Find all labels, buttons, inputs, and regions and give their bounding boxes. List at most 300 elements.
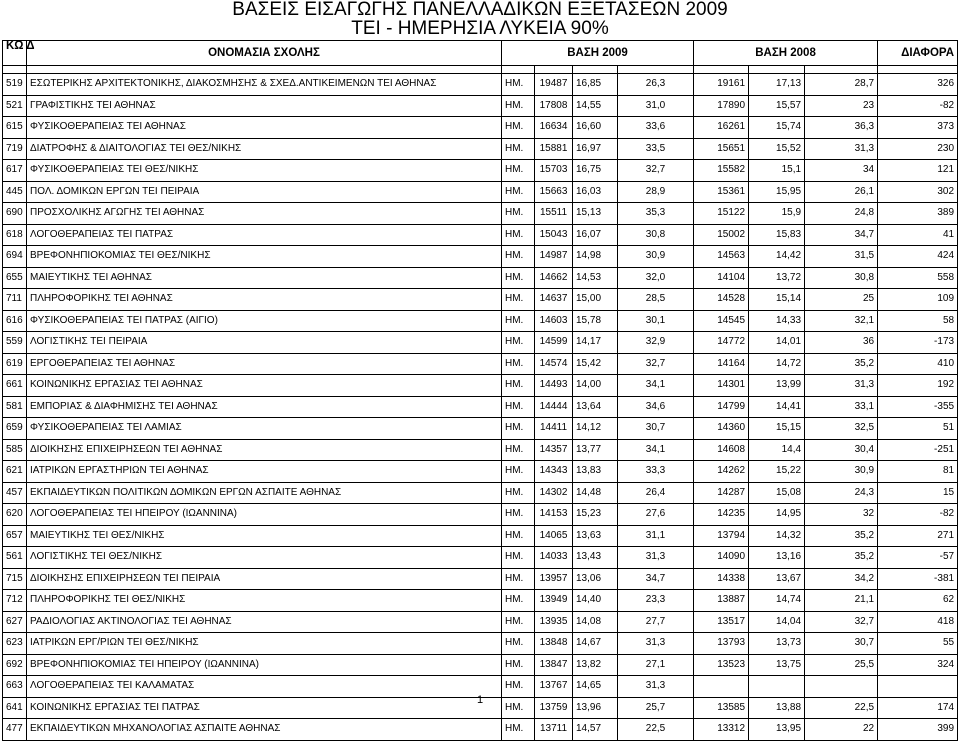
cell-type: ΗΜ.: [502, 95, 535, 117]
cell-school: ΚΟΙΝΩΝΙΚΗΣ ΕΡΓΑΣΙΑΣ ΤΕΙ ΑΘΗΝΑΣ: [27, 375, 502, 397]
cell-type: ΗΜ.: [502, 267, 535, 289]
cell-base-2009: 19487: [535, 74, 573, 96]
cell-score-2008: 15,1: [749, 160, 805, 182]
cell-score-2008: 15,74: [749, 117, 805, 139]
cell-score-2008: 15,14: [749, 289, 805, 311]
cell-base-2009: 15663: [535, 181, 573, 203]
cell-percent-2009: 31,3: [618, 547, 694, 569]
cell-school: ΠΛΗΡΟΦΟΡΙΚΗΣ ΤΕΙ ΘΕΣ/ΝΙΚΗΣ: [27, 590, 502, 612]
cell-base-2008: 14104: [694, 267, 749, 289]
cell-percent-2008: 24,8: [805, 203, 878, 225]
cell-percent-2009: 33,6: [618, 117, 694, 139]
cell-code: 663: [3, 676, 27, 698]
cell-type: ΗΜ.: [502, 117, 535, 139]
cell-difference: 271: [878, 525, 958, 547]
cell-percent-2008: 30,4: [805, 439, 878, 461]
cell-base-2008: 16261: [694, 117, 749, 139]
cell-type: ΗΜ.: [502, 375, 535, 397]
cell-percent-2008: 30,9: [805, 461, 878, 483]
cell-base-2008: 14563: [694, 246, 749, 268]
table-row: [3, 590, 958, 612]
cell-difference: 109: [878, 289, 958, 311]
cell-type: ΗΜ.: [502, 353, 535, 375]
cell-score-2009: 16,75: [573, 160, 618, 182]
cell-base-2009: 13847: [535, 654, 573, 676]
cell-score-2009: 13,43: [573, 547, 618, 569]
cell-base-2009: 13711: [535, 719, 573, 741]
cell-type: ΗΜ.: [502, 568, 535, 590]
cell-base-2008: 15002: [694, 224, 749, 246]
cell-score-2008: 14,41: [749, 396, 805, 418]
table-row: [3, 246, 958, 268]
cell-type: ΗΜ.: [502, 590, 535, 612]
cell-percent-2009: 32,9: [618, 332, 694, 354]
cell-score-2008: 14,4: [749, 439, 805, 461]
cell-school: ΕΡΓΟΘΕΡΑΠΕΙΑΣ ΤΕΙ ΑΘΗΝΑΣ: [27, 353, 502, 375]
cell-school: ΔΙΑΤΡΟΦΗΣ & ΔΙΑΙΤΟΛΟΓΙΑΣ ΤΕΙ ΘΕΣ/ΝΙΚΗΣ: [27, 138, 502, 160]
cell-score-2008: 14,95: [749, 504, 805, 526]
cell-difference: 326: [878, 74, 958, 96]
cell-score-2008: 14,04: [749, 611, 805, 633]
header-base-2009: ΒΑΣΗ 2009: [502, 41, 694, 66]
cell-type: ΗΜ.: [502, 504, 535, 526]
cell-code: 585: [3, 439, 27, 461]
cell-score-2009: 16,97: [573, 138, 618, 160]
cell-percent-2009: 35,3: [618, 203, 694, 225]
table-row: [3, 525, 958, 547]
table-row: [3, 568, 958, 590]
cell-percent-2009: 32,7: [618, 353, 694, 375]
cell-percent-2009: 34,6: [618, 396, 694, 418]
cell-code: 641: [3, 697, 27, 719]
cell-code: 561: [3, 547, 27, 569]
cell-school: ΕΣΩΤΕΡΙΚΗΣ ΑΡΧΙΤΕΚΤΟΝΙΚΗΣ, ΔΙΑΚΟΣΜΗΣΗΣ & ΣΧΕΔ.ΑΝΤΙΚΕΙΜΕΝΩΝ ΤΕΙ ΑΘΗΝΑΣ: [27, 74, 502, 96]
cell-type: ΗΜ.: [502, 181, 535, 203]
cell-percent-2009: 34,1: [618, 439, 694, 461]
cell-school: ΕΚΠΑΙΔΕΥΤΙΚΩΝ ΠΟΛΙΤΙΚΩΝ ΔΟΜΙΚΩΝ ΕΡΓΩΝ ΑΣΠΑΙΤΕ ΑΘΗΝΑΣ: [27, 482, 502, 504]
cell-code: 627: [3, 611, 27, 633]
cell-percent-2009: 32,7: [618, 160, 694, 182]
cell-percent-2008: 26,1: [805, 181, 878, 203]
cell-percent-2008: 36,3: [805, 117, 878, 139]
cell-type: ΗΜ.: [502, 332, 535, 354]
cell-base-2009: 14987: [535, 246, 573, 268]
cell-base-2009: 14603: [535, 310, 573, 332]
cell-school: ΜΑΙΕΥΤΙΚΗΣ ΤΕΙ ΑΘΗΝΑΣ: [27, 267, 502, 289]
cell-base-2008: 13585: [694, 697, 749, 719]
cell-score-2008: 15,9: [749, 203, 805, 225]
cell-difference: 302: [878, 181, 958, 203]
cell-code: 617: [3, 160, 27, 182]
cell-percent-2008: 31,5: [805, 246, 878, 268]
cell-school: ΛΟΓΙΣΤΙΚΗΣ ΤΕΙ ΠΕΙΡΑΙΑ: [27, 332, 502, 354]
cell-school: ΠΟΛ. ΔΟΜΙΚΩΝ ΕΡΓΩΝ ΤΕΙ ΠΕΙΡΑΙΑ: [27, 181, 502, 203]
cell-score-2009: 14,57: [573, 719, 618, 741]
cell-base-2009: 13848: [535, 633, 573, 655]
cell-difference: 389: [878, 203, 958, 225]
cell-type: ΗΜ.: [502, 525, 535, 547]
cell-score-2009: 13,77: [573, 439, 618, 461]
cell-school: ΒΡΕΦΟΝΗΠΙΟΚΟΜΙΑΣ ΤΕΙ ΘΕΣ/ΝΙΚΗΣ: [27, 246, 502, 268]
cell-score-2008: 13,75: [749, 654, 805, 676]
cell-percent-2008: 32,1: [805, 310, 878, 332]
cell-percent-2008: 23: [805, 95, 878, 117]
cell-code: 618: [3, 224, 27, 246]
cell-base-2008: 14338: [694, 568, 749, 590]
cell-difference: 324: [878, 654, 958, 676]
table-row: [3, 353, 958, 375]
cell-base-2009: 14574: [535, 353, 573, 375]
cell-difference: -381: [878, 568, 958, 590]
table-row: [3, 138, 958, 160]
cell-score-2008: 15,57: [749, 95, 805, 117]
cell-percent-2009: 32,0: [618, 267, 694, 289]
cell-school: ΛΟΓΙΣΤΙΚΗΣ ΤΕΙ ΘΕΣ/ΝΙΚΗΣ: [27, 547, 502, 569]
table-row: [3, 482, 958, 504]
cell-type: ΗΜ.: [502, 203, 535, 225]
cell-type: ΗΜ.: [502, 654, 535, 676]
cell-score-2008: 13,16: [749, 547, 805, 569]
cell-percent-2008: 30,8: [805, 267, 878, 289]
cell-base-2008: 15582: [694, 160, 749, 182]
cell-base-2008: 15651: [694, 138, 749, 160]
cell-school: ΔΙΟΙΚΗΣΗΣ ΕΠΙΧΕΙΡΗΣΕΩΝ ΤΕΙ ΑΘΗΝΑΣ: [27, 439, 502, 461]
table-row: [3, 267, 958, 289]
table-row: [3, 396, 958, 418]
cell-score-2009: 13,82: [573, 654, 618, 676]
cell-percent-2009: 30,7: [618, 418, 694, 440]
cell-base-2009: 14033: [535, 547, 573, 569]
table-row: [3, 504, 958, 526]
cell-percent-2009: 22,5: [618, 719, 694, 741]
cell-base-2008: 15361: [694, 181, 749, 203]
cell-difference: 81: [878, 461, 958, 483]
table-row: [3, 418, 958, 440]
cell-difference: 15: [878, 482, 958, 504]
cell-percent-2008: 30,7: [805, 633, 878, 655]
cell-score-2009: 13,63: [573, 525, 618, 547]
cell-code: 692: [3, 654, 27, 676]
cell-base-2008: 14799: [694, 396, 749, 418]
table-row: [3, 181, 958, 203]
cell-score-2008: 15,83: [749, 224, 805, 246]
cell-base-2009: 14637: [535, 289, 573, 311]
cell-score-2009: 14,98: [573, 246, 618, 268]
cell-percent-2009: 31,1: [618, 525, 694, 547]
cell-school: ΦΥΣΙΚΟΘΕΡΑΠΕΙΑΣ ΤΕΙ ΛΑΜΙΑΣ: [27, 418, 502, 440]
table-row: [3, 633, 958, 655]
cell-code: 711: [3, 289, 27, 311]
cell-code: 521: [3, 95, 27, 117]
cell-school: ΡΑΔΙΟΛΟΓΙΑΣ ΑΚΤΙΝΟΛΟΓΙΑΣ ΤΕΙ ΑΘΗΝΑΣ: [27, 611, 502, 633]
document-title: ΒΑΣΕΙΣ ΕΙΣΑΓΩΓΗΣ ΠΑΝΕΛΛΑΔΙΚΩΝ ΕΞΕΤΑΣΕΩΝ 2009: [232, 0, 728, 20]
cell-base-2009: 14599: [535, 332, 573, 354]
cell-base-2009: 14493: [535, 375, 573, 397]
cell-score-2009: 16,60: [573, 117, 618, 139]
cell-score-2009: 14,67: [573, 633, 618, 655]
cell-score-2009: 15,78: [573, 310, 618, 332]
cell-code: 621: [3, 461, 27, 483]
cell-school: ΕΚΠΑΙΔΕΥΤΙΚΩΝ ΜΗΧΑΝΟΛΟΓΙΑΣ ΑΣΠΑΙΤΕ ΑΘΗΝΑΣ: [27, 719, 502, 741]
cell-base-2009: 13767: [535, 676, 573, 698]
cell-percent-2009: 31,0: [618, 95, 694, 117]
cell-score-2008: 15,52: [749, 138, 805, 160]
cell-percent-2009: 33,5: [618, 138, 694, 160]
cell-school: ΜΑΙΕΥΤΙΚΗΣ ΤΕΙ ΘΕΣ/ΝΙΚΗΣ: [27, 525, 502, 547]
cell-percent-2008: 31,3: [805, 138, 878, 160]
cell-base-2009: 15043: [535, 224, 573, 246]
cell-percent-2008: 32,7: [805, 611, 878, 633]
cell-code: 657: [3, 525, 27, 547]
cell-score-2009: 14,40: [573, 590, 618, 612]
header-spacer: [3, 66, 958, 74]
cell-code: 715: [3, 568, 27, 590]
cell-percent-2008: 34,7: [805, 224, 878, 246]
cell-difference: -82: [878, 504, 958, 526]
cell-percent-2009: 33,3: [618, 461, 694, 483]
cell-score-2008: 14,33: [749, 310, 805, 332]
cell-base-2008: 13312: [694, 719, 749, 741]
cell-score-2008: 15,08: [749, 482, 805, 504]
cell-score-2008: 15,15: [749, 418, 805, 440]
cell-school: ΙΑΤΡΙΚΩΝ ΕΡΓ/ΡΙΩΝ ΤΕΙ ΘΕΣ/ΝΙΚΗΣ: [27, 633, 502, 655]
cell-difference: -355: [878, 396, 958, 418]
cell-percent-2008: 34,2: [805, 568, 878, 590]
table-row: [3, 461, 958, 483]
cell-code: 616: [3, 310, 27, 332]
cell-code: 559: [3, 332, 27, 354]
cell-score-2009: 14,65: [573, 676, 618, 698]
table-row: [3, 203, 958, 225]
cell-code: 719: [3, 138, 27, 160]
cell-score-2009: 15,13: [573, 203, 618, 225]
cell-type: ΗΜ.: [502, 224, 535, 246]
cell-percent-2008: 25: [805, 289, 878, 311]
cell-percent-2009: 31,3: [618, 633, 694, 655]
header-difference: ΔΙΑΦΟΡΑ: [878, 41, 958, 66]
results-table: [2, 40, 958, 741]
cell-percent-2008: 31,3: [805, 375, 878, 397]
cell-base-2009: 13949: [535, 590, 573, 612]
cell-difference: 558: [878, 267, 958, 289]
cell-percent-2008: 21,1: [805, 590, 878, 612]
cell-percent-2009: 23,3: [618, 590, 694, 612]
cell-school: ΠΛΗΡΟΦΟΡΙΚΗΣ ΤΕΙ ΑΘΗΝΑΣ: [27, 289, 502, 311]
table-row: [3, 160, 958, 182]
header-school: ΟΝΟΜΑΣΙΑ ΣΧΟΛΗΣ: [27, 41, 502, 66]
cell-code: 615: [3, 117, 27, 139]
cell-type: ΗΜ.: [502, 160, 535, 182]
cell-school: ΛΟΓΟΘΕΡΑΠΕΙΑΣ ΤΕΙ ΠΑΤΡΑΣ: [27, 224, 502, 246]
cell-percent-2009: 26,4: [618, 482, 694, 504]
cell-difference: 174: [878, 697, 958, 719]
cell-type: ΗΜ.: [502, 396, 535, 418]
cell-base-2009: 15703: [535, 160, 573, 182]
cell-difference: 399: [878, 719, 958, 741]
cell-score-2009: 16,07: [573, 224, 618, 246]
cell-percent-2009: 27,6: [618, 504, 694, 526]
table-row: [3, 224, 958, 246]
cell-score-2008: 15,95: [749, 181, 805, 203]
cell-score-2009: 13,64: [573, 396, 618, 418]
cell-type: ΗΜ.: [502, 482, 535, 504]
cell-percent-2008: 32,5: [805, 418, 878, 440]
cell-percent-2009: 30,1: [618, 310, 694, 332]
table-row: [3, 439, 958, 461]
cell-percent-2009: 30,8: [618, 224, 694, 246]
cell-school: ΒΡΕΦΟΝΗΠΙΟΚΟΜΙΑΣ ΤΕΙ ΗΠΕΙΡΟΥ (ΙΩΑΝΝΙΝΑ): [27, 654, 502, 676]
cell-code: 619: [3, 353, 27, 375]
document-subtitle: ΤΕΙ - ΗΜΕΡΗΣΙΑ ΛΥΚΕΙΑ 90%: [351, 18, 609, 39]
cell-score-2009: 14,12: [573, 418, 618, 440]
cell-school: ΙΑΤΡΙΚΩΝ ΕΡΓΑΣΤΗΡΙΩΝ ΤΕΙ ΑΘΗΝΑΣ: [27, 461, 502, 483]
cell-code: 623: [3, 633, 27, 655]
cell-percent-2009: 34,7: [618, 568, 694, 590]
cell-percent-2008: 34: [805, 160, 878, 182]
header-base-2008: ΒΑΣΗ 2008: [694, 41, 878, 66]
cell-base-2009: 17808: [535, 95, 573, 117]
cell-score-2009: 14,48: [573, 482, 618, 504]
table-row: [3, 74, 958, 96]
cell-base-2009: 14662: [535, 267, 573, 289]
cell-percent-2009: 30,9: [618, 246, 694, 268]
cell-score-2009: 15,23: [573, 504, 618, 526]
cell-score-2008: 13,99: [749, 375, 805, 397]
header-code: ΚΩ Δ: [3, 41, 27, 66]
cell-base-2009: 14357: [535, 439, 573, 461]
cell-score-2008: 13,72: [749, 267, 805, 289]
cell-percent-2008: 24,3: [805, 482, 878, 504]
cell-type: ΗΜ.: [502, 611, 535, 633]
cell-base-2008: 14164: [694, 353, 749, 375]
cell-difference: -57: [878, 547, 958, 569]
cell-difference: -251: [878, 439, 958, 461]
cell-difference: 58: [878, 310, 958, 332]
cell-score-2008: 13,95: [749, 719, 805, 741]
cell-score-2009: 13,83: [573, 461, 618, 483]
cell-score-2009: 16,85: [573, 74, 618, 96]
cell-score-2009: 14,17: [573, 332, 618, 354]
cell-code: 581: [3, 396, 27, 418]
cell-code: 712: [3, 590, 27, 612]
cell-type: ΗΜ.: [502, 547, 535, 569]
table-row: [3, 117, 958, 139]
table-body: [3, 74, 958, 741]
cell-difference: 424: [878, 246, 958, 268]
cell-base-2008: 14301: [694, 375, 749, 397]
cell-code: 620: [3, 504, 27, 526]
cell-base-2008: 14360: [694, 418, 749, 440]
cell-base-2009: 13759: [535, 697, 573, 719]
cell-school: ΦΥΣΙΚΟΘΕΡΑΠΕΙΑΣ ΤΕΙ ΘΕΣ/ΝΙΚΗΣ: [27, 160, 502, 182]
cell-base-2008: 14287: [694, 482, 749, 504]
cell-base-2009: 16634: [535, 117, 573, 139]
cell-type: ΗΜ.: [502, 719, 535, 741]
cell-type: ΗΜ.: [502, 74, 535, 96]
cell-base-2009: 14343: [535, 461, 573, 483]
cell-score-2008: 14,01: [749, 332, 805, 354]
cell-type: ΗΜ.: [502, 138, 535, 160]
cell-school: ΚΟΙΝΩΝΙΚΗΣ ΕΡΓΑΣΙΑΣ ΤΕΙ ΠΑΤΡΑΣ: [27, 697, 502, 719]
cell-percent-2008: 33,1: [805, 396, 878, 418]
cell-difference: 230: [878, 138, 958, 160]
cell-difference: 192: [878, 375, 958, 397]
cell-school: ΛΟΓΟΘΕΡΑΠΕΙΑΣ ΤΕΙ ΗΠΕΙΡΟΥ (ΙΩΑΝΝΙΝΑ): [27, 504, 502, 526]
cell-percent-2009: 34,1: [618, 375, 694, 397]
cell-base-2009: 15511: [535, 203, 573, 225]
cell-percent-2008: 22: [805, 719, 878, 741]
cell-type: ΗΜ.: [502, 461, 535, 483]
cell-type: ΗΜ.: [502, 310, 535, 332]
cell-type: ΗΜ.: [502, 418, 535, 440]
cell-score-2009: 13,06: [573, 568, 618, 590]
cell-school: ΕΜΠΟΡΙΑΣ & ΔΙΑΦΗΜΙΣΗΣ ΤΕΙ ΑΘΗΝΑΣ: [27, 396, 502, 418]
cell-base-2009: 13935: [535, 611, 573, 633]
cell-code: 477: [3, 719, 27, 741]
cell-base-2008: 17890: [694, 95, 749, 117]
cell-code: 519: [3, 74, 27, 96]
cell-code: 659: [3, 418, 27, 440]
cell-difference: 410: [878, 353, 958, 375]
cell-base-2009: 14444: [535, 396, 573, 418]
cell-difference: -173: [878, 332, 958, 354]
cell-base-2009: 14302: [535, 482, 573, 504]
cell-base-2008: 15122: [694, 203, 749, 225]
cell-type: ΗΜ.: [502, 697, 535, 719]
cell-score-2008: 14,42: [749, 246, 805, 268]
cell-base-2008: 13794: [694, 525, 749, 547]
cell-difference: 55: [878, 633, 958, 655]
cell-score-2008: 14,74: [749, 590, 805, 612]
cell-type: ΗΜ.: [502, 633, 535, 655]
cell-difference: 41: [878, 224, 958, 246]
cell-base-2008: 14528: [694, 289, 749, 311]
cell-base-2009: 15881: [535, 138, 573, 160]
cell-score-2008: 13,67: [749, 568, 805, 590]
cell-school: ΦΥΣΙΚΟΘΕΡΑΠΕΙΑΣ ΤΕΙ ΑΘΗΝΑΣ: [27, 117, 502, 139]
table-row: [3, 95, 958, 117]
cell-difference: 62: [878, 590, 958, 612]
cell-score-2008: 14,32: [749, 525, 805, 547]
cell-percent-2008: 25,5: [805, 654, 878, 676]
cell-base-2008: 13517: [694, 611, 749, 633]
cell-difference: 418: [878, 611, 958, 633]
table-row: [3, 375, 958, 397]
cell-score-2009: 16,03: [573, 181, 618, 203]
cell-base-2009: 14411: [535, 418, 573, 440]
cell-difference: 121: [878, 160, 958, 182]
cell-percent-2008: 22,5: [805, 697, 878, 719]
cell-percent-2009: 31,3: [618, 676, 694, 698]
cell-school: ΠΡΟΣΧΟΛΙΚΗΣ ΑΓΩΓΗΣ ΤΕΙ ΑΘΗΝΑΣ: [27, 203, 502, 225]
cell-difference: 51: [878, 418, 958, 440]
cell-score-2008: 15,22: [749, 461, 805, 483]
cell-score-2009: 14,00: [573, 375, 618, 397]
cell-score-2009: 14,55: [573, 95, 618, 117]
cell-percent-2009: 28,9: [618, 181, 694, 203]
table-row: [3, 289, 958, 311]
cell-base-2008: 14262: [694, 461, 749, 483]
cell-base-2009: 14065: [535, 525, 573, 547]
cell-percent-2009: 25,7: [618, 697, 694, 719]
cell-code: 694: [3, 246, 27, 268]
cell-base-2009: 14153: [535, 504, 573, 526]
cell-base-2009: 13957: [535, 568, 573, 590]
cell-base-2008: 19161: [694, 74, 749, 96]
cell-school: ΔΙΟΙΚΗΣΗΣ ΕΠΙΧΕΙΡΗΣΕΩΝ ΤΕΙ ΠΕΙΡΑΙΑ: [27, 568, 502, 590]
cell-score-2008: 17,13: [749, 74, 805, 96]
cell-code: 457: [3, 482, 27, 504]
